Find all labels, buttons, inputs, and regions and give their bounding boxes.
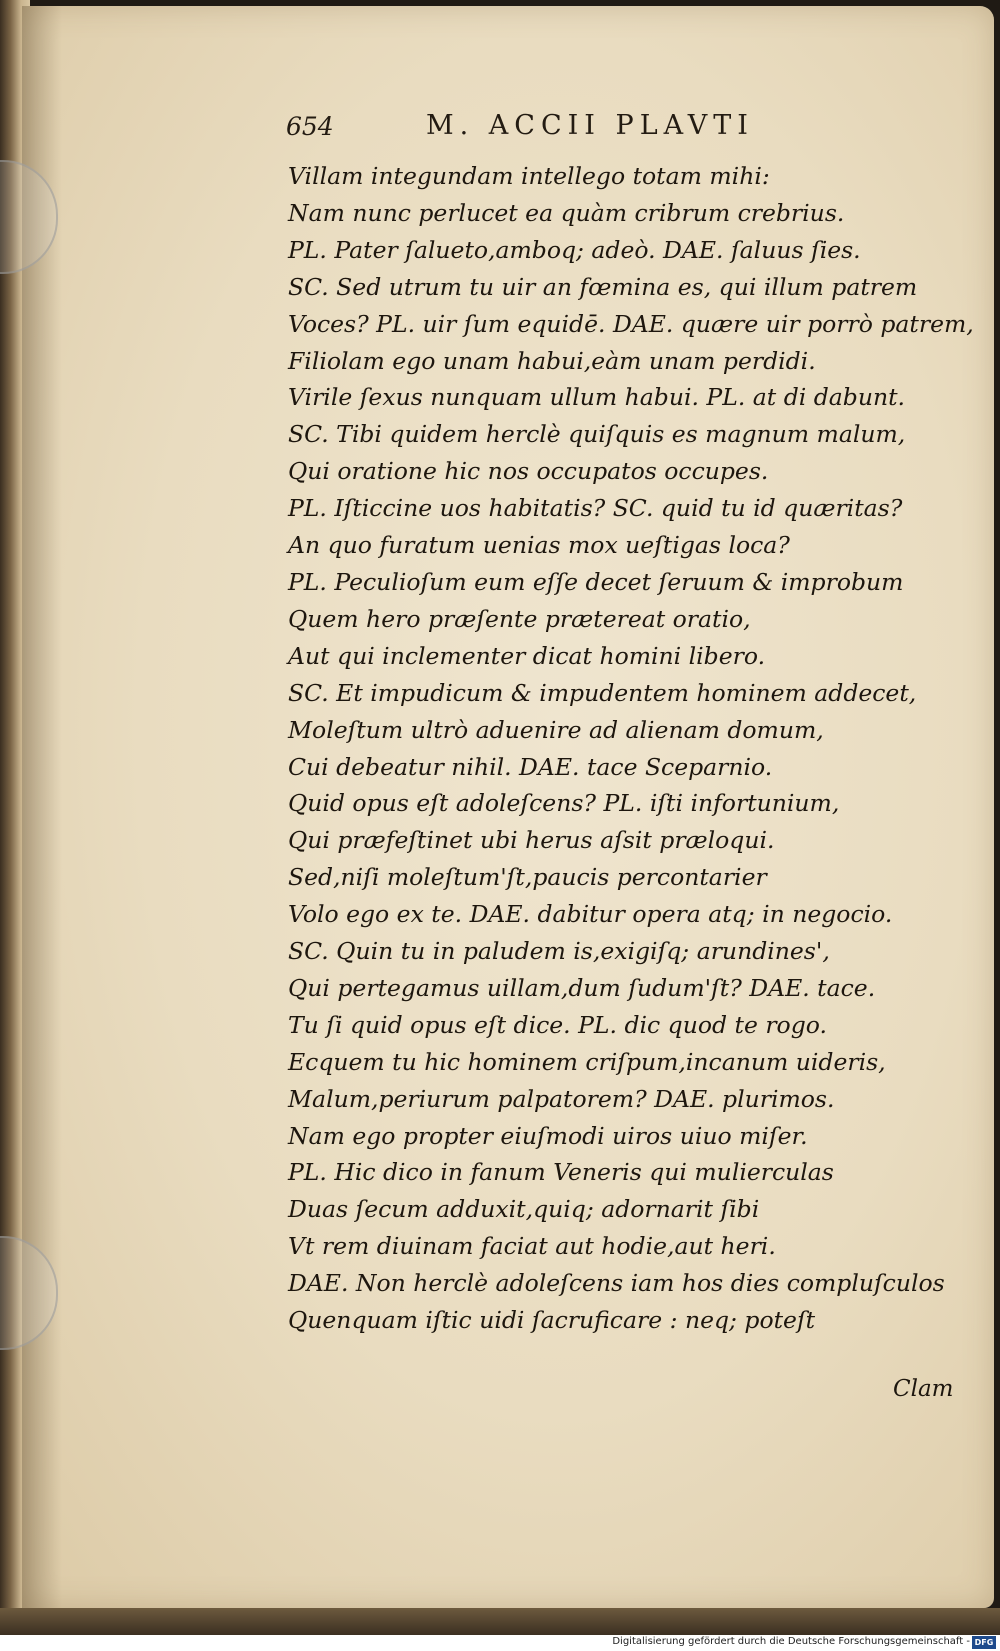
verse-line: Virile ſexus nunquam ullum habui. PL. at di dabunt. [288, 383, 906, 412]
verse-line: Nam nunc perlucet ea quàm cribrum crebrius. [288, 198, 845, 227]
verse-line: Moleſtum ultrò aduenire ad alienam domum, [288, 715, 824, 744]
funding-credit: Digitalisierung gefördert durch die Deutsche Forschungsgemeinschaft - [612, 1636, 970, 1647]
verse-line: SC. Et impudicum & impudentem hominem addecet, [288, 678, 917, 707]
verse-line: PL. Peculioſum eum eſſe decet ſeruum & improbum [288, 567, 904, 596]
verse-line: Qui oratione hic nos occupatos occupes. [288, 457, 769, 486]
verse-line: Nam ego propter eiuſmodi uiros uiuo miſer. [288, 1121, 808, 1150]
verse-line: Aut qui inclementer dicat homini libero. [288, 641, 766, 670]
verse-line: Filiolam ego unam habui,eàm unam perdidi. [288, 346, 816, 375]
verse-line: Villam integundam intellego totam mihi: [288, 162, 770, 190]
verse-line: Quid opus eſt adoleſcens? PL. iſti infortunium, [288, 789, 840, 818]
verse-line: SC. Quin tu in paludem is,exigiſq; arundines', [288, 937, 830, 966]
page-number: 654 [286, 112, 334, 141]
verse-line: PL. Iſticcine uos habitatis? SC. quid tu id quæritas? [288, 494, 903, 523]
verse-line: Volo ego ex te. DAE. dabitur opera atq; in negocio. [288, 900, 893, 929]
scan-bottom-edge [0, 1608, 1000, 1635]
verse-line: SC. Tibi quidem herclè quiſquis es magnum malum, [288, 420, 906, 449]
verse-line: Sed,niſi moleſtum'ſt,paucis percontarier [288, 863, 767, 892]
verse-line: Cui debeatur nihil. DAE. tace Sceparnio. [288, 752, 773, 781]
verse-line: DAE. Non herclè adoleſcens iam hos dies compluſculos [288, 1269, 945, 1298]
verse-line: Malum,periurum palpatorem? DAE. plurimos. [288, 1084, 835, 1113]
verse-line: Quenquam iſtic uidi ſacruficare : neq; poteſt [288, 1306, 816, 1335]
catchword: Clam [893, 1376, 954, 1402]
verse-line: PL. Pater ſalueto,amboq; adeò. DAE. ſaluus ſies. [288, 235, 861, 264]
verse-line: PL. Hic dico in fanum Veneris qui mulierculas [288, 1158, 834, 1187]
verse-line: Tu ſi quid opus eſt dice. PL. dic quod te rogo. [288, 1010, 827, 1039]
verse-line: Qui præfeſtinet ubi herus aſsit præloqui. [288, 826, 775, 855]
verse-line: Vt rem diuinam faciat aut hodie,aut heri. [288, 1232, 776, 1261]
verse-line: An quo furatum uenias mox ueſtigas loca? [288, 531, 790, 560]
dfg-logo-icon: DFG [972, 1636, 996, 1649]
verse-line: Voces? PL. uir ſum equidē. DAE. quære uir porrò patrem, [288, 309, 974, 338]
running-title: M. ACCII PLAVTI [426, 110, 754, 141]
verse-line: Quem hero præſente prætereat oratio, [288, 604, 751, 633]
verse-line: SC. Sed utrum tu uir an fœmina es, qui illum patrem [288, 272, 918, 301]
verse-text [288, 158, 974, 1339]
verse-line: Ecquem tu hic hominem criſpum,incanum uideris, [288, 1047, 886, 1076]
verse-line: Qui pertegamus uillam,dum ſudum'ſt? DAE. tace. [288, 973, 876, 1002]
verse-line: Duas ſecum adduxit,quiq; adornarit ſibi [288, 1195, 760, 1224]
running-head [286, 110, 846, 146]
